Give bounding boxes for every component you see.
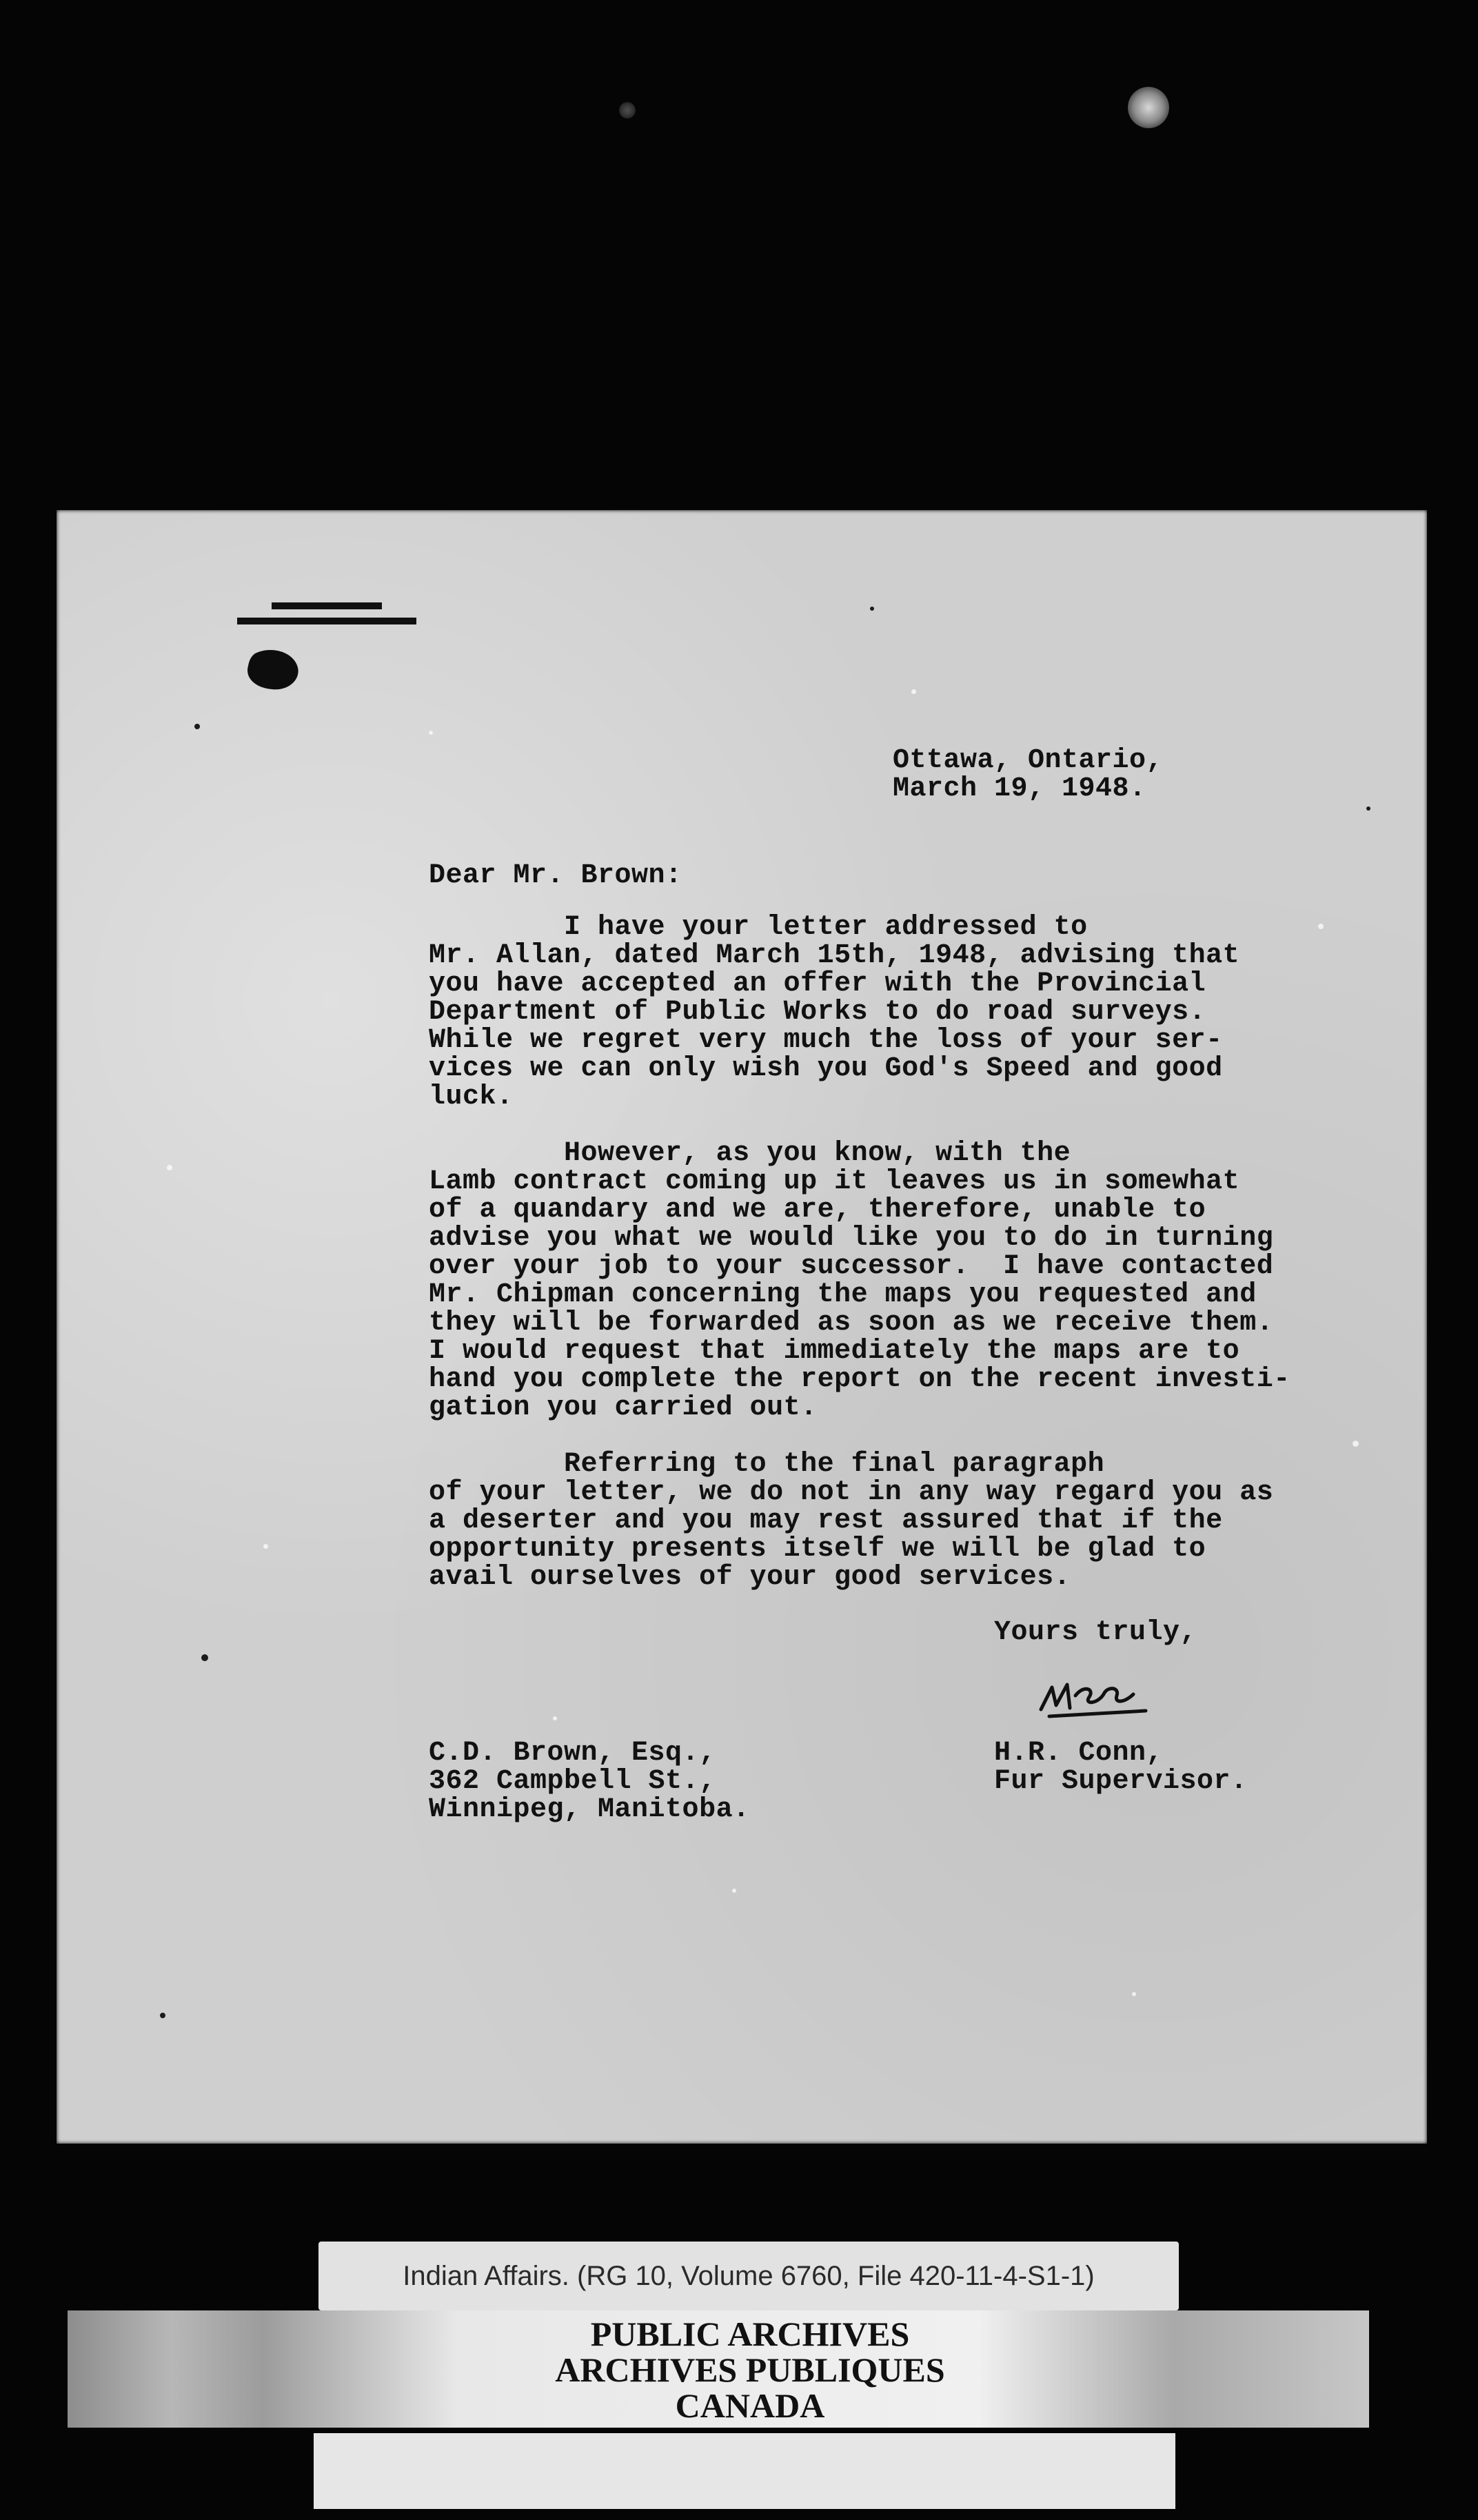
ink-blot bbox=[241, 647, 303, 695]
signer-name: H.R. Conn, bbox=[994, 1738, 1164, 1769]
body-line: While we regret very much the loss of your ser- bbox=[429, 1025, 1223, 1056]
body-line: However, as you know, with the bbox=[429, 1138, 1071, 1169]
ink-dot bbox=[870, 607, 874, 611]
paper-speck bbox=[167, 1165, 172, 1170]
ink-dot bbox=[160, 2013, 165, 2018]
body-line: avail ourselves of your good services. bbox=[429, 1562, 1071, 1593]
address-line: C.D. Brown, Esq., bbox=[429, 1738, 716, 1769]
body-line: they will be forwarded as soon as we receive them. bbox=[429, 1308, 1274, 1339]
signature-initials bbox=[1035, 1675, 1153, 1723]
body-line: advise you what we would like you to do in turning bbox=[429, 1223, 1274, 1254]
paper-speck bbox=[1318, 924, 1324, 929]
body-line: vices we can only wish you God's Speed and good bbox=[429, 1053, 1223, 1084]
film-punch-hole bbox=[1128, 87, 1169, 128]
stamp-line: ARCHIVES PUBLIQUES bbox=[555, 2350, 945, 2389]
body-line: Referring to the final paragraph bbox=[429, 1449, 1105, 1480]
body-line: Mr. Chipman concerning the maps you requested and bbox=[429, 1279, 1257, 1310]
ink-dot bbox=[201, 1654, 208, 1661]
paper-speck bbox=[553, 1716, 557, 1720]
body-line: over your job to your successor. I have contacted bbox=[429, 1251, 1274, 1282]
body-line: you have accepted an offer with the Provincial bbox=[429, 968, 1206, 999]
letter-place: Ottawa, Ontario, bbox=[893, 745, 1164, 776]
body-line: Mr. Allan, dated March 15th, 1948, advising that bbox=[429, 940, 1240, 971]
address-line: Winnipeg, Manitoba. bbox=[429, 1794, 750, 1825]
film-speck bbox=[619, 102, 636, 119]
body-line: of your letter, we do not in any way regard you as bbox=[429, 1477, 1274, 1508]
body-line: of a quandary and we are, therefore, unable to bbox=[429, 1195, 1206, 1226]
ink-dot bbox=[1366, 806, 1370, 811]
archive-stamp bbox=[405, 2316, 1095, 2424]
struck-out-reference bbox=[237, 597, 416, 629]
letter-date: March 19, 1948. bbox=[893, 773, 1146, 804]
body-line: Department of Public Works to do road surveys. bbox=[429, 997, 1206, 1028]
paper-speck bbox=[911, 689, 916, 694]
ink-dot bbox=[194, 724, 200, 729]
archive-reference-card bbox=[318, 2242, 1179, 2310]
film-label-strip bbox=[314, 2433, 1175, 2509]
body-line: hand you complete the report on the recent investi- bbox=[429, 1364, 1290, 1395]
closing: Yours truly, bbox=[994, 1617, 1197, 1648]
body-line: opportunity presents itself we will be glad to bbox=[429, 1534, 1206, 1565]
body-line: Lamb contract coming up it leaves us in somewhat bbox=[429, 1166, 1240, 1197]
body-line: a deserter and you may rest assured that if the bbox=[429, 1505, 1223, 1536]
body-line: I have your letter addressed to bbox=[429, 912, 1088, 943]
paper-speck bbox=[1132, 1992, 1136, 1996]
body-line: I would request that immediately the maps are to bbox=[429, 1336, 1240, 1367]
archive-reference: Indian Affairs. (RG 10, Volume 6760, File 420-11-4-S1-1) bbox=[403, 2260, 1095, 2291]
paper-speck bbox=[429, 731, 433, 735]
stamp-line: CANADA bbox=[675, 2386, 825, 2425]
body-line: gation you carried out. bbox=[429, 1392, 818, 1423]
paper-speck bbox=[732, 1889, 736, 1893]
letter-page bbox=[57, 510, 1427, 2144]
paper-speck bbox=[1353, 1441, 1359, 1447]
stamp-line: PUBLIC ARCHIVES bbox=[590, 2315, 910, 2353]
signer-title: Fur Supervisor. bbox=[994, 1766, 1248, 1797]
address-line: 362 Campbell St., bbox=[429, 1766, 716, 1797]
salutation: Dear Mr. Brown: bbox=[429, 860, 682, 891]
paper-speck bbox=[263, 1544, 268, 1549]
body-line: luck. bbox=[429, 1081, 514, 1112]
